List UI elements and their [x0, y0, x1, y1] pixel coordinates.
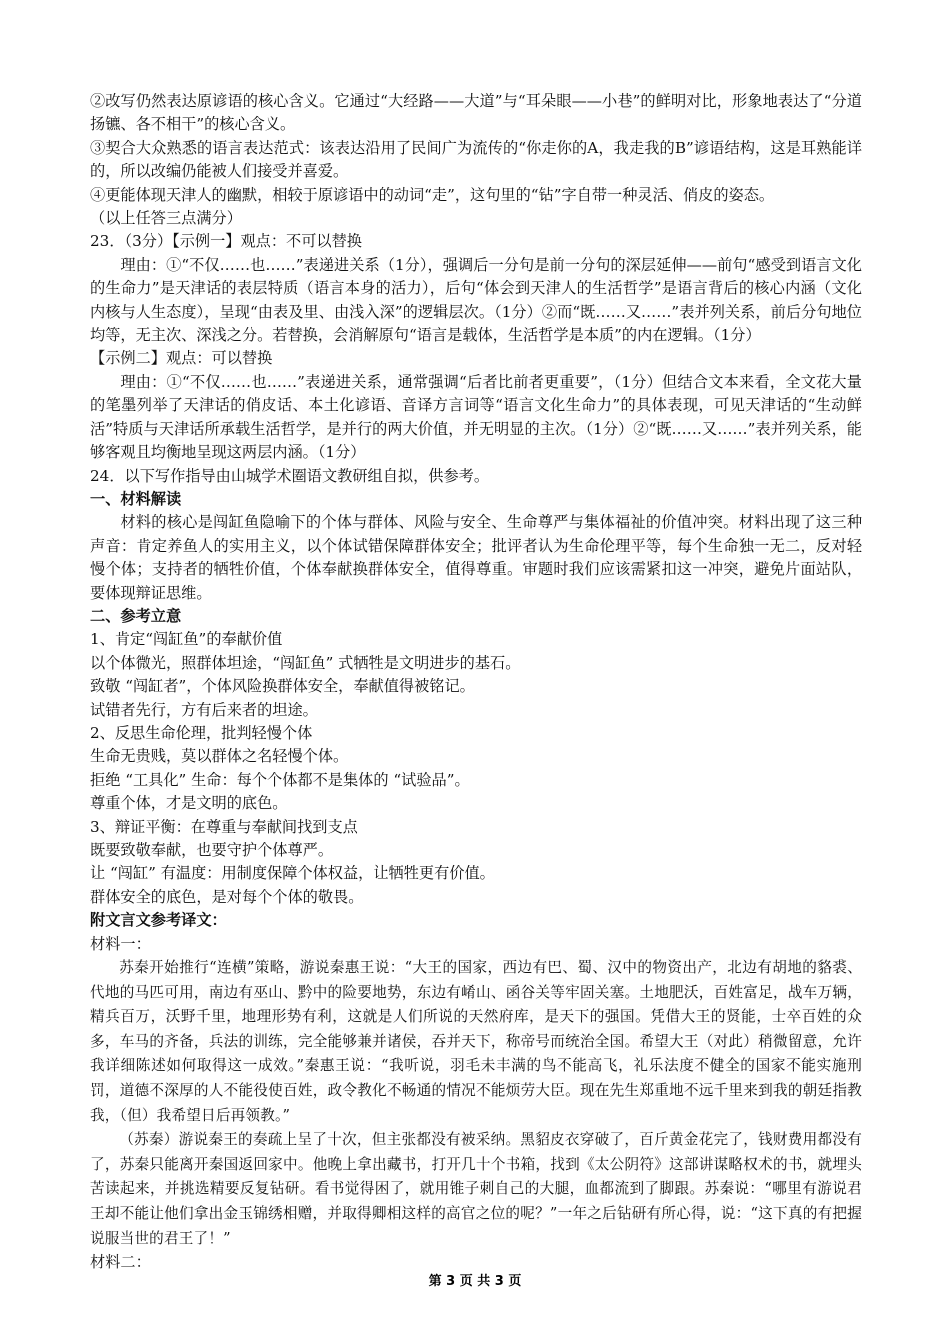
idea-group-title: 3、辩证平衡：在尊重与奉献间找到支点: [90, 817, 358, 836]
idea-line: 让 “闯缸” 有温度：用制度保障个体权益，让牺牲更有价值。: [90, 864, 495, 883]
idea-line: 以个体微光，照群体坦途，“闯缸鱼” 式牺牲是文明进步的基石。: [90, 653, 521, 672]
section-material-reading: 一、材料解读: [90, 489, 182, 508]
idea-group-title: 1、肯定“闯缸鱼”的奉献价值: [90, 630, 283, 649]
q23-reason-1: 理由：①“不仅……也……”表递进关系（1分），强调后一分句是前一分句的深层延伸——前句“感受到语言文化的生命力”是天津话的表层特质（语言本身的活力），后句“体会到天津人的生活哲学”是语言背后的核心内涵（文化内核与人生态度），呈现“由表及里、由浅入深”的逻辑层次。（1分）②而“既……又……”表并列关系，前后分句地位均等，无主次、深浅之分。若替换，会消解原句“语言是载体，生活哲学是本质”的内在逻辑。（1分）: [90, 255, 862, 345]
q22-point-2: ②改写仍然表达原谚语的核心含义。它通过“大经路——大道”与“耳朵眼——小巷”的鲜明对比，形象地表达了“分道扬镳、各不相干”的核心含义。: [90, 92, 862, 134]
q22-scoring-note: （以上任答三点满分）: [90, 209, 242, 228]
q23-heading: 23．（3分）【示例一】观点：不可以替换: [90, 232, 362, 251]
page-number-footer: 第 3 页 共 3 页: [428, 1274, 522, 1289]
q23-reason-2: 理由：①“不仅……也……”表递进关系，通常强调“后者比前者更重要”，（1分）但结合文本来看，全文花大量的笔墨列举了天津话的俏皮话、本土化谚语、音译方言词等“语言文化生命力”的具体表现，可见天津话的“生动鲜活”特质与天津话所承载生活哲学，是并行的两大价值，并无明显的主次。（1分）②“既……又……”表并列关系，能够客观且均衡地呈现这两层内涵。（1分）: [90, 372, 862, 462]
material-2-label: 材料二：: [90, 1253, 151, 1272]
idea-line: 试错者先行，方有后来者的坦途。: [90, 700, 318, 719]
translation-title: 附文言文参考译文：: [90, 911, 227, 930]
idea-line: 既要致敬奉献，也要守护个体尊严。: [90, 841, 333, 859]
q22-point-3: ③契合大众熟悉的语言表达范式：该表达沿用了民间广为流传的“你走你的A，我走我的B”谚语结构，这是耳熟能详的，所以改编仍能被人们接受并喜爱。: [90, 138, 862, 181]
section-reference-ideas: 二、参考立意: [90, 606, 182, 625]
idea-line: 群体安全的底色，是对每个个体的敬畏。: [90, 887, 364, 906]
idea-line: 生命无贵贱，莫以群体之名轻慢个体。: [90, 747, 349, 766]
material-1-paragraph-1: 苏秦开始推行“连横”策略，游说秦惠王说：“大王的国家，西边有巴、蜀、汉中的物资出产，北边有胡地的貉裘、代地的马匹可用，南边有巫山、黔中的险要地势，东边有崤山、函谷关等牢固关塞。土地肥沃，百姓富足，战车万辆，精兵百万，沃野千里，地理形势有利，这就是人们所说的天然府库，是天下的强国。凭借大王的贤能，士卒百姓的众多，车马的齐备，兵法的训练，完全能够兼并诸侯，吞并天下，称帝号而统治全国。希望大王（对此）稍微留意，允许我详细陈述如何取得这一成效。”秦惠王说：“我听说，羽毛未丰满的鸟不能高飞，礼乐法度不健全的国家不能实施刑罚，道德不深厚的人不能役使百姓，政令教化不畅通的情况不能烦劳大臣。现在先生郑重地不远千里来到我的朝廷指教我，（但）我希望日后再领教。”: [90, 959, 862, 1124]
q22-point-4: ④更能体现天津人的幽默，相较于原谚语中的动词“走”，这句里的“钻”字自带一种灵活、俏皮的姿态。: [90, 185, 775, 204]
q24-intro: 24．以下写作指导由山城学术圈语文教研组自拟，供参考。: [90, 466, 490, 485]
idea-group-title: 2、反思生命伦理，批判轻慢个体: [90, 723, 313, 742]
answer-document: [90, 90, 862, 1275]
material-1-label: 材料一：: [90, 934, 151, 953]
idea-line: 尊重个体，才是文明的底色。: [90, 794, 288, 813]
idea-line: 致敬 “闯缸者”，个体风险换群体安全，奉献值得被铭记。: [90, 677, 475, 696]
material-1-paragraph-2: （苏秦）游说秦王的奏疏上呈了十次，但主张都没有被采纳。黑貂皮衣穿破了，百斤黄金花完了，钱财费用都没有了，苏秦只能离开秦国返回家中。他晚上拿出藏书，打开几十个书箱，找到《太公阴符》这部讲谋略权术的书，就埋头苦读起来，并挑选精要反复钻研。看书觉得困了，就用锥子刺自己的大腿，血都流到了脚跟。苏秦说：“哪里有游说君王却不能让他们拿出金玉锦绣相赠，并取得卿相这样的高官之位的呢？”一年之后钻研有所心得，说：“这下真的有把握说服当世的君王了！”: [90, 1131, 862, 1247]
idea-line: 拒绝 “工具化” 生命：每个个体都不是集体的 “试验品”。: [90, 770, 470, 789]
material-reading-text: 材料的核心是闯缸鱼隐喻下的个体与群体、风险与安全、生命尊严与集体福祉的价值冲突。材料出现了这三种声音：肯定养鱼人的实用主义，以个体试错保障群体安全；批评者认为生命伦理平等，每个生命独一无二，反对轻慢个体；支持者的牺牲价值，个体奉献换群体安全，值得尊重。审题时我们应该需紧扣这一冲突，避免片面站队，要体现辩证思维。: [90, 513, 862, 602]
q23-example-2: 【示例二】观点：可以替换: [90, 349, 273, 368]
